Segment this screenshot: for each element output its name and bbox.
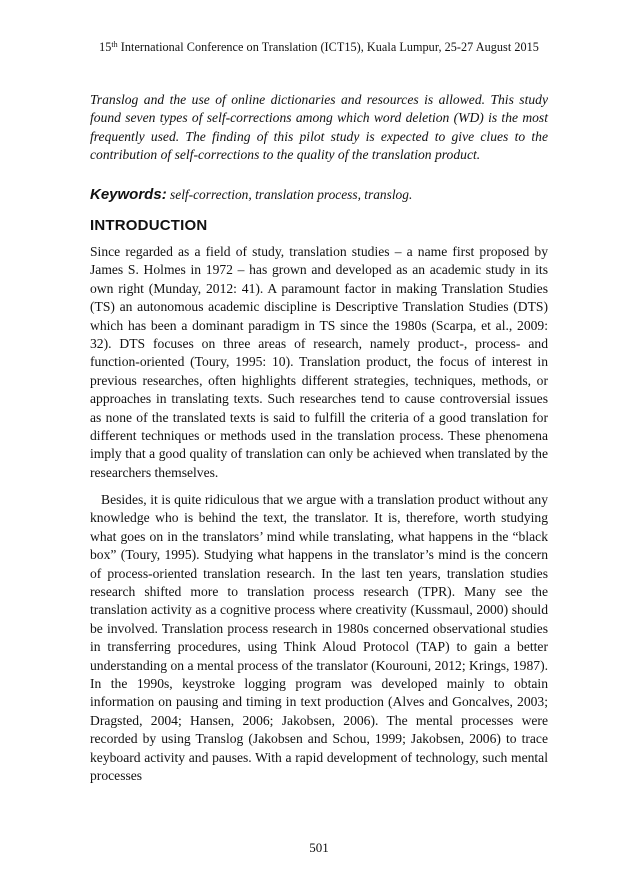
section-heading: INTRODUCTION (90, 217, 208, 234)
keywords-line (90, 186, 548, 203)
keywords-label: Keywords: (90, 186, 167, 203)
header-conference-title: International Conference on Translation (ICT15), Kuala Lumpur, 25-27 August 2015 (117, 40, 539, 54)
header-ordinal-number: 15 (99, 40, 112, 54)
page-number: 501 (309, 840, 329, 855)
body-paragraph: Since regarded as a field of study, translation studies – a name first proposed by James S. Holmes in 1972 – has grown and developed as an academic study in its own right (Munday, 2012: 41). A paramount factor in making Translation Studies (TS) an autonomous academic discipline is Descriptive Translation Studies (DTS) which has been a dominant paradigm in TS since the 1980s (Scarpa, et al., 2009: 32). DTS focuses on three areas of research, namely product-, process- and function-oriented (Toury, 1995: 10). Translation product, the focus of interest in previous researches, often highlights different strategies, techniques, methods, or approaches in translating texts. Such researches tend to cause controversial issues as none of the translated texts is said to fulfill the criteria of a good translation for different techniques or methods used in the translation process. These phenomena imply that a good quality of translation can only be achieved when translated by the researchers themselves. (90, 244, 548, 480)
header-ordinal-suffix: th (111, 40, 118, 49)
keywords-list: self-correction, translation process, translog. (166, 187, 413, 202)
body-paragraph: Besides, it is quite ridiculous that we argue with a translation product without any knowledge who is behind the text, the translator. It is, therefore, worth studying what goes on in the translators’ mind while translating, what happens in the “black box” (Toury, 1995). Studying what happens in the translator’s mind is the concern of process-oriented translation research. In the last ten years, translation studies research shifted more to translation process research (TPR). Many see the translation activity as a cognitive process where creativity (Kussmaul, 2000) should be involved. Translation process research in 1980s concerned observational studies in transferring procedures, using Think Aloud Protocol (TAP) to gain a better understanding on a mental process of the translator (Kourouni, 2012; Krings, 1987). In the 1990s, keystroke logging program was developed mainly to obtain information on pausing and timing in text production (Alves and Goncalves, 2003; Dragsted, 2004; Hansen, 2006; Jakobsen, 2006). The mental processes were recorded by using Translog (Jakobsen and Schou, 1999; Jakobsen, 2006) to trace keyboard activity and pauses. With a rapid development of technology, such mental processes (90, 492, 548, 784)
abstract-text: Translog and the use of online dictionaries and resources is allowed. This study found seven types of self-corrections among which word deletion (WD) is the most frequently used. The finding of this pilot study is expected to give clues to the contribution of self-corrections to the quality of the translation product. (90, 92, 548, 163)
running-header (0, 40, 638, 55)
